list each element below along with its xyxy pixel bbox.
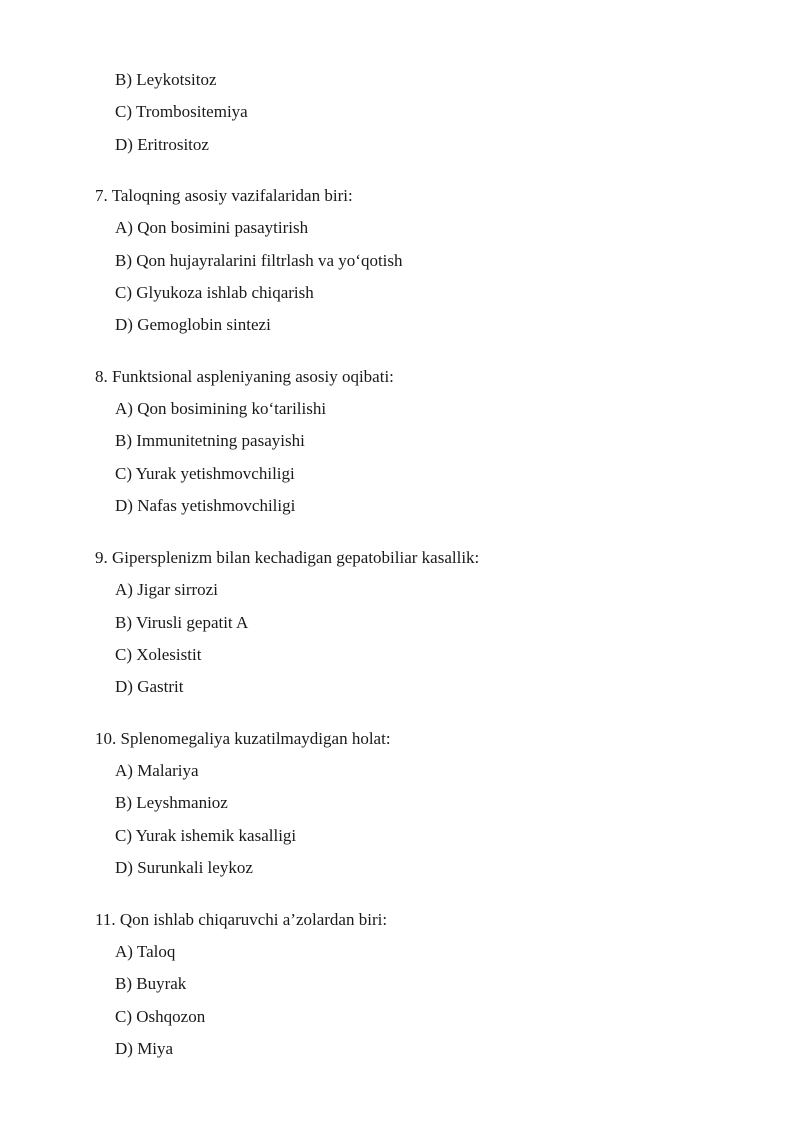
option-item: B) Leykotsitoz bbox=[115, 70, 217, 89]
option-item: B) Virusli gepatit A bbox=[115, 613, 249, 632]
option-item: C) Oshqozon bbox=[115, 1007, 206, 1026]
option-item: B) Immunitetning pasayishi bbox=[115, 431, 305, 450]
question-text: 10. Splenomegaliya kuzatilmaydigan holat: bbox=[95, 729, 391, 748]
option-item: D) Miya bbox=[115, 1039, 174, 1058]
option-item: A) Jigar sirrozi bbox=[115, 580, 218, 599]
option-item: A) Qon bosimining ko‘tarilishi bbox=[115, 399, 327, 418]
option-item: C) Glyukoza ishlab chiqarish bbox=[115, 283, 314, 302]
option-item: A) Qon bosimini pasaytirish bbox=[115, 218, 309, 237]
option-item: D) Eritrositoz bbox=[115, 135, 209, 154]
option-item: C) Yurak yetishmovchiligi bbox=[115, 464, 295, 483]
option-item: D) Nafas yetishmovchiligi bbox=[115, 496, 296, 515]
question-text: 7. Taloqning asosiy vazifalaridan biri: bbox=[95, 186, 353, 205]
question-text: 11. Qon ishlab chiqaruvchi a’zolardan biri: bbox=[95, 910, 388, 929]
option-item: C) Xolesistit bbox=[115, 645, 202, 664]
option-item: C) Trombositemiya bbox=[115, 102, 248, 121]
question-text: 9. Gipersplenizm bilan kechadigan gepatobiliar kasallik: bbox=[95, 548, 480, 567]
question-text: 8. Funktsional aspleniyaning asosiy oqibati: bbox=[95, 367, 394, 386]
option-item: A) Taloq bbox=[115, 942, 176, 961]
option-item: C) Yurak ishemik kasalligi bbox=[115, 826, 297, 845]
option-item: B) Leyshmanioz bbox=[115, 793, 228, 812]
option-item: D) Gemoglobin sintezi bbox=[115, 315, 271, 334]
option-item: B) Buyrak bbox=[115, 974, 187, 993]
option-item: B) Qon hujayralarini filtrlash va yo‘qotish bbox=[115, 251, 403, 270]
option-item: D) Surunkali leykoz bbox=[115, 858, 253, 877]
option-item: A) Malariya bbox=[115, 761, 199, 780]
option-item: D) Gastrit bbox=[115, 677, 184, 696]
